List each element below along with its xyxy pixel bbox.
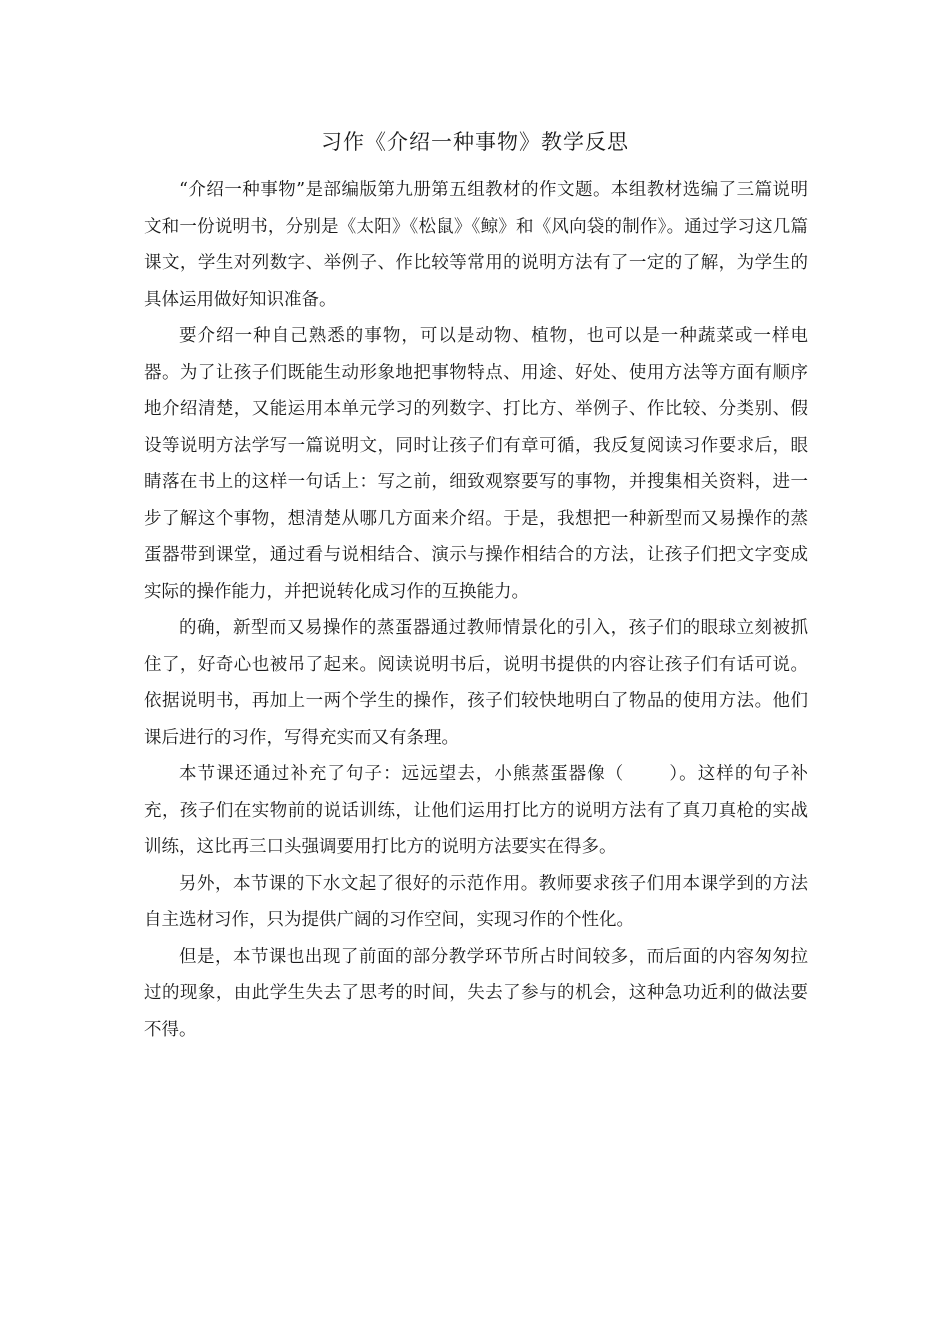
paragraph-model-essay: 另外，本节课的下水文起了很好的示范作用。教师要求孩子们用本课学到的方法自主选材习作，只为提供广阔的习作空间，实现习作的个性化。	[144, 873, 808, 930]
paragraph-intro: “介绍一种事物”是部编版第九册第五组教材的作文题。本组教材选编了三篇说明文和一份说明书，分别是《太阳》《松鼠》《鲸》和《风向袋的制作》。通过学习这几篇课文，学生对列数字、举例子、作比较等常用的说明方法有了一定的了解，为学生的具体运用做好知识准备。	[144, 180, 808, 310]
document-body	[144, 172, 808, 1048]
paragraph-teaching-design: 要介绍一种自己熟悉的事物，可以是动物、植物，也可以是一种蔬菜或一样电器。为了让孩子们既能生动形象地把事物特点、用途、好处、使用方法等方面有顺序地介绍清楚，又能运用本单元学习的列数字、打比方、举例子、作比较、分类别、假设等说明方法学写一篇说明文，同时让孩子们有章可循，我反复阅读习作要求后，眼睛落在书上的这样一句话上：写之前，细致观察要写的事物，并搜集相关资料，进一步了解这个事物，想清楚从哪几方面来介绍。于是，我想把一种新型而又易操作的蒸蛋器带到课堂，通过看与说相结合、演示与操作相结合的方法，让孩子们把文字变成实际的操作能力，并把说转化成习作的互换能力。	[144, 326, 808, 602]
sentence-before-blank: 本节课还通过补充了句子：远远望去，小熊蒸蛋器像（	[179, 764, 625, 784]
paragraph-sentence-practice	[144, 756, 808, 866]
paragraph-shortcomings: 但是，本节课也出现了前面的部分教学环节所占时间较多，而后面的内容匆匆拉过的现象，由此学生失去了思考的时间，失去了参与的机会，这种急功近利的做法要不得。	[144, 946, 808, 1040]
document-title: 习作《介绍一种事物》教学反思	[321, 130, 629, 154]
paragraph-classroom-effect: 的确，新型而又易操作的蒸蛋器通过教师情景化的引入，孩子们的眼球立刻被抓住了，好奇心也被吊了起来。阅读说明书后，说明书提供的内容让孩子们有话可说。依据说明书，再加上一两个学生的操作，孩子们较快地明白了物品的使用方法。他们课后进行的习作，写得充实而又有条理。	[144, 618, 808, 748]
sentence-after-blank: ）。这样的句子补充，孩子们在实物前的说话训练，让他们运用打比方的说明方法有了真刀真枪的实战训练，这比再三口头强调要用打比方的说明方法要实在得多。	[144, 764, 808, 857]
